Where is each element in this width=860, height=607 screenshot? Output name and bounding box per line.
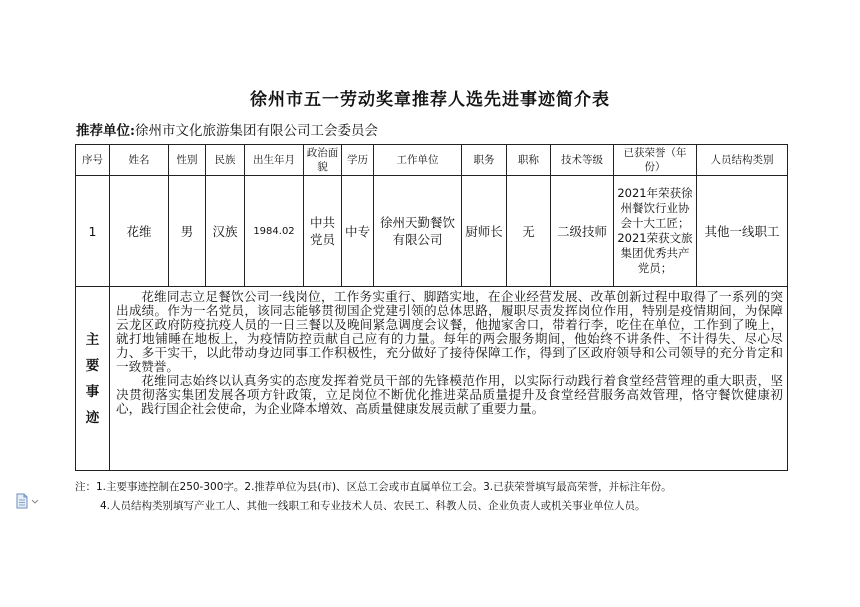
deeds-label-char: 要 <box>85 357 100 374</box>
profile-table <box>75 144 788 471</box>
cell-category: 其他一线职工 <box>697 176 788 287</box>
header-political: 政治面貌 <box>304 145 342 176</box>
deeds-paragraph: 花维同志立足餐饮公司一线岗位，工作务实重行、脚踏实地，在企业经营发展、改革创新过程中取得了一系列的突出成绩。作为一名党员，该同志能够贯彻国企党建引领的总体思路，履职尽责发挥岗位作用，特别是疫情期间，为保障云龙区政府防疫抗疫人员的一日三餐以及晚间紧急调度会议餐，他抛家舍口，带着行李，吃住在单位，工作到了晚上，就打地铺睡在地板上，为疫情防控贡献自己应有的力量。每年的两会服务期间，他始终不讲条件、不计得失、尽心尽力、多干实干，以此带动身边同事工作积极性，充分做好了接待保障工作，得到了区政府领导和公司领导的充分肯定和一致赞誉。 <box>116 289 783 374</box>
note-line-1: 注：1.主要事迹控制在250-300字。2.推荐单位为县(市)、区总工会或市直属单位工会。3.已获荣誉填写最高荣誉，并标注年份。 <box>75 481 672 493</box>
note-line-2: 4.人员结构类别填写产业工人、其他一线职工和专业技术人员、农民工、科教人员、企业负责人或机关事业单位人员。 <box>100 500 646 512</box>
cell-education: 中专 <box>342 176 374 287</box>
header-title: 职称 <box>507 145 551 176</box>
cell-position: 厨师长 <box>462 176 507 287</box>
header-birth: 出生年月 <box>245 145 304 176</box>
document-icon[interactable] <box>14 493 44 509</box>
header-name: 姓名 <box>110 145 169 176</box>
table-header-row <box>76 145 788 176</box>
recommend-label: 推荐单位: <box>76 123 135 139</box>
cell-unit: 徐州天勤餐饮有限公司 <box>374 176 462 287</box>
header-skill: 技术等级 <box>551 145 614 176</box>
header-position: 职务 <box>462 145 507 176</box>
deeds-label-char: 事 <box>85 383 100 400</box>
cell-gender: 男 <box>169 176 206 287</box>
header-honors: 已获荣誉（年份） <box>614 145 697 176</box>
cell-no: 1 <box>76 176 110 287</box>
cell-skill: 二级技师 <box>551 176 614 287</box>
cell-honors: 2021年荣获徐州餐饮行业协会十大工匠；2021荣获文旅集团优秀共产党员； <box>614 176 697 287</box>
notes <box>75 478 795 516</box>
header-gender: 性别 <box>169 145 206 176</box>
deeds-label-char: 主 <box>85 331 100 348</box>
cell-name: 花维 <box>110 176 169 287</box>
table-row <box>76 176 788 287</box>
deeds-paragraph: 花维同志始终以认真务实的态度发挥着党员干部的先锋模范作用，以实际行动践行着食堂经营管理的重大职责，坚决贯彻落实集团发展各项方针政策，立足岗位不断优化推进菜品质量提升及食堂经营服务高效管理，恪守餐饮健康初心，践行国企社会使命，为企业降本增效、高质量健康发展贡献了重要力量。 <box>116 373 783 416</box>
deeds-text <box>110 287 788 471</box>
recommend-value: 徐州市文化旅游集团有限公司工会委员会 <box>134 123 378 139</box>
header-ethnicity: 民族 <box>206 145 245 176</box>
header-category: 人员结构类别 <box>697 145 788 176</box>
cell-ethnicity: 汉族 <box>206 176 245 287</box>
page-title: 徐州市五一劳动奖章推荐人选先进事迹简介表 <box>250 90 610 110</box>
header-no: 序号 <box>76 145 110 176</box>
deeds-label <box>76 287 110 471</box>
deeds-row <box>76 287 788 471</box>
cell-birth: 1984.02 <box>245 176 304 287</box>
cell-title: 无 <box>507 176 551 287</box>
cell-political: 中共党员 <box>304 176 342 287</box>
deeds-label-char: 迹 <box>85 409 100 426</box>
header-unit: 工作单位 <box>374 145 462 176</box>
recommend-unit <box>76 119 378 139</box>
header-education: 学历 <box>342 145 374 176</box>
